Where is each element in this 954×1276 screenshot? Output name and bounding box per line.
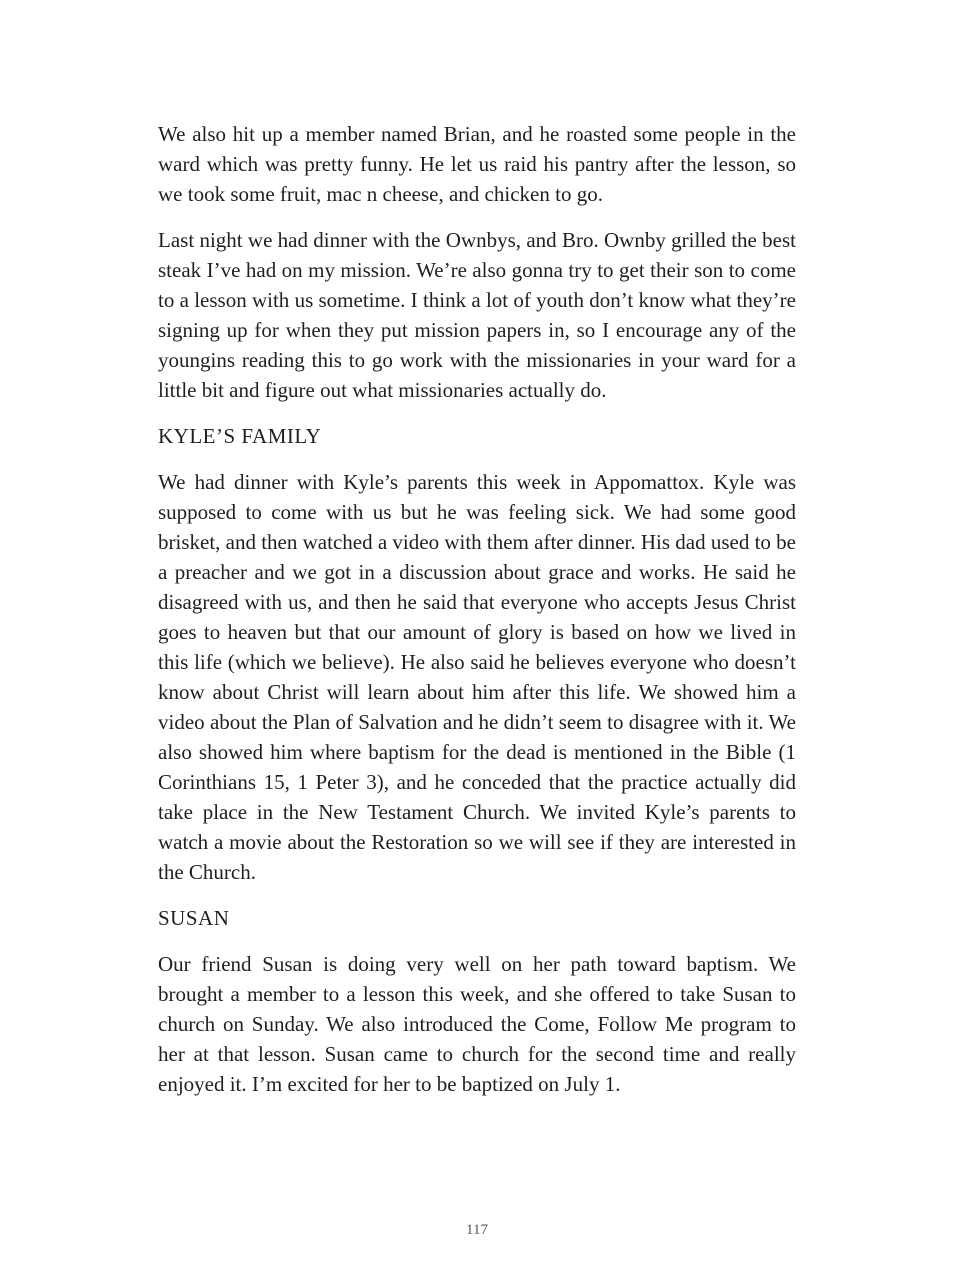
section-heading-kyles-family: KYLE’S FAMILY	[158, 424, 322, 448]
section-heading-susan: SUSAN	[158, 906, 230, 930]
paragraph-brian: We also hit up a member named Brian, and he roasted some people in the ward which was pretty funny. He let us raid his pantry after the lesson, so we took some fruit, mac n cheese, and chicken to go.	[158, 122, 796, 206]
page-body	[158, 119, 796, 1115]
paragraph-susan: Our friend Susan is doing very well on her path toward baptism. We brought a member to a lesson this week, and she offered to take Susan to church on Sunday. We also introduced the Come, Follow Me program to her at that lesson. Susan came to church for the second time and really enjoyed it. I’m excited for her to be baptized on July 1.	[158, 952, 796, 1096]
paragraph-ownbys: Last night we had dinner with the Ownbys, and Bro. Ownby grilled the best steak I’ve had on my mission. We’re also gonna try to get their son to come to a lesson with us sometime. I think a lot of youth don’t know what they’re signing up for when they put mission papers in, so I encourage any of the youngins reading this to go work with the missionaries in your ward for a little bit and figure out what missionaries actually do.	[158, 228, 796, 402]
page-number: 117	[466, 1222, 488, 1238]
paragraph-kyles-family: We had dinner with Kyle’s parents this week in Appomattox. Kyle was supposed to come with us but he was feeling sick. We had some good brisket, and then watched a video with them after dinner. His dad used to be a preacher and we got in a discussion about grace and works. He said he disagreed with us, and then he said that everyone who accepts Jesus Christ goes to heaven but that our amount of glory is based on how we lived in this life (which we believe). He also said he believes everyone who doesn’t know about Christ will learn about him after this life. We showed him a video about the Plan of Salvation and he didn’t seem to disagree with it. We also showed him where baptism for the dead is mentioned in the Bible (1 Corinthians 15, 1 Peter 3), and he conceded that the practice actually did take place in the New Testament Church. We invited Kyle’s parents to watch a movie about the Restoration so we will see if they are interested in the Church.	[158, 470, 796, 884]
